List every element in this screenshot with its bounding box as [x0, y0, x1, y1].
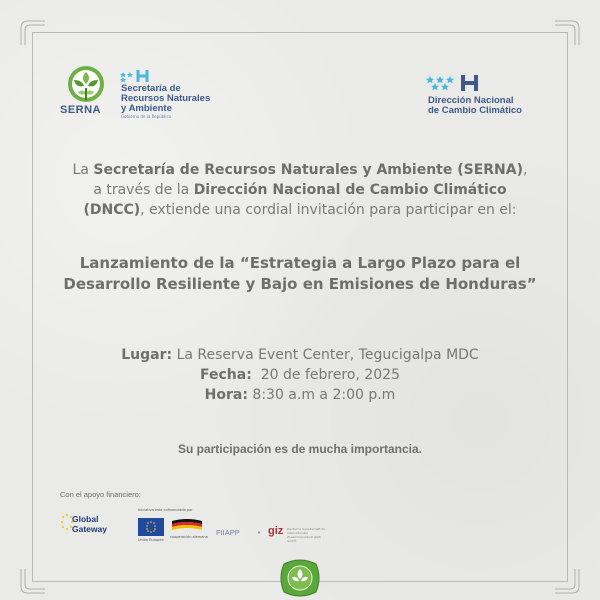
serna-name-line: y Ambiente [121, 103, 172, 114]
serna-subtitle: Gobierno de la República [121, 114, 172, 119]
event-title [40, 253, 560, 295]
place-value: La Reserva Event Center, Tegucigalpa MDC [172, 347, 479, 363]
place-label: Lugar: [121, 347, 173, 363]
german-cooperation-flag-icon [170, 518, 204, 532]
global-gateway-line: Global [72, 514, 99, 524]
eu-cofinance-label: Iniciativa esta cofinanciada por [138, 508, 193, 512]
giz-subtitle: Deutsche Gesellschaft für Internationale Zusammenarbeit (GIZ) GmbH [287, 527, 326, 543]
event-title-line: Desarrollo Resiliente y Bajo en Emisiones de Honduras” [63, 275, 537, 293]
logo-separator: • [257, 529, 262, 537]
eu-flag-icon [138, 518, 164, 536]
serna-name-line: Secretaría de [121, 83, 181, 94]
giz-logo: giz [268, 525, 284, 537]
intro-text: a través de la [93, 182, 194, 198]
corner-ornament-icon [554, 568, 580, 594]
dncc-acronym: (DNCC) [83, 202, 141, 218]
serna-wordmark: SERNA [60, 104, 102, 116]
time-label: Hora: [204, 387, 248, 403]
dncc-full-name: Dirección Nacional de Cambio Climático [193, 182, 507, 198]
intro-line-3 [40, 200, 560, 220]
event-time [40, 385, 560, 405]
global-gateway-text [72, 514, 107, 534]
intro-line-1 [40, 160, 560, 180]
event-details [40, 345, 560, 405]
dncc-name-line: Dirección Nacional [428, 95, 514, 106]
support-label: Con el apoyo financiero: [60, 490, 141, 499]
serna-name-line: Recursos Naturales [121, 93, 211, 104]
closing-statement: Su participación es de mucha importancia. [177, 442, 423, 456]
honduras-government-mark-icon [120, 68, 160, 82]
intro-text: , [523, 162, 528, 178]
date-value: 20 de febrero, 2025 [251, 367, 400, 383]
event-place [40, 345, 560, 365]
event-date [40, 365, 560, 385]
serna-seal-icon [278, 558, 322, 598]
corner-ornament-icon [20, 568, 46, 594]
german-cooperation-caption: cooperación alemana [170, 535, 208, 539]
eu-caption: Unión Europea [138, 538, 164, 542]
invitation-intro [40, 160, 560, 220]
dncc-name-line: de Cambio Climático [428, 105, 522, 116]
event-title-line: Lanzamiento de la “Estrategia a Largo Plazo para el [79, 254, 521, 272]
global-gateway-line: Gateway [72, 524, 107, 534]
serna-full-name: Secretaría de Recursos Naturales y Ambiente (SERNA) [93, 162, 524, 178]
time-value: 8:30 a.m a 2:00 p.m [247, 387, 396, 403]
dncc-name [428, 96, 558, 116]
intro-line-2 [40, 180, 560, 200]
date-label: Fecha: [200, 367, 252, 383]
honduras-government-mark-icon [426, 74, 480, 92]
corner-ornament-icon [20, 20, 46, 46]
corner-ornament-icon [554, 20, 580, 46]
fiiapp-logo: FIIAPP [216, 528, 240, 537]
serna-secretariat-name [121, 84, 251, 114]
intro-text: , extiende una cordial invitación para participar en el: [140, 202, 517, 218]
intro-text: La [72, 162, 94, 178]
